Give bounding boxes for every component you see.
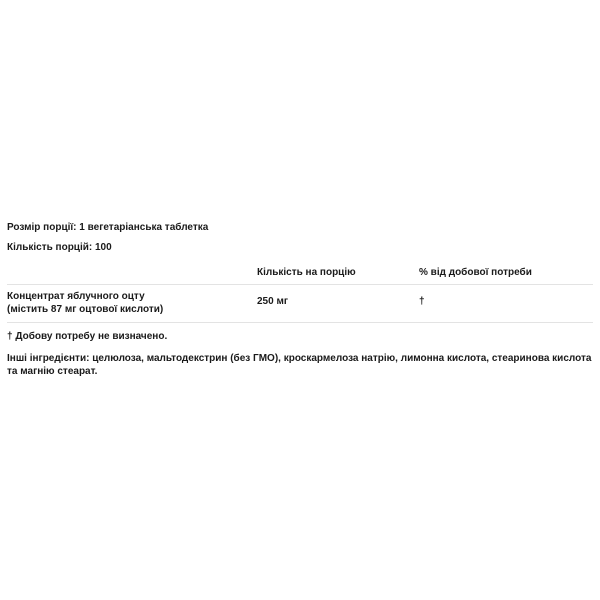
table-row <box>7 285 593 323</box>
nutrient-name-line1: Концентрат яблучного оцту <box>7 291 145 302</box>
header-amount: Кількість на порцію <box>257 267 356 278</box>
other-ingredients-text: целюлоза, мальтодекстрин (без ГМО), кроскармелоза натрію, лимонна кислота, стеаринова кислота та магнію стеарат. <box>7 353 592 377</box>
other-ingredients-label: Інші інгредієнти: <box>7 353 90 364</box>
header-nutrient <box>7 260 257 284</box>
supplement-facts-panel <box>7 218 593 378</box>
other-ingredients <box>7 352 593 378</box>
servings-per-container-line <box>7 238 593 258</box>
nutrient-name-line2: (містить 87 мг оцтової кислоти) <box>7 304 164 315</box>
serving-size-line <box>7 218 593 238</box>
table-header-row <box>7 260 593 285</box>
footnote: † Добову потребу не визначено. <box>7 331 168 342</box>
serving-size-label: Розмір порції: <box>7 222 77 233</box>
nutrient-amount: 250 мг <box>257 296 289 307</box>
servings-value: 100 <box>95 242 112 253</box>
nutrient-daily-value: † <box>419 296 425 307</box>
servings-label: Кількість порцій: <box>7 242 93 253</box>
nutrient-name <box>7 285 257 322</box>
header-daily-value: % від добової потреби <box>419 267 532 278</box>
nutrition-table <box>7 260 593 323</box>
serving-size-value: 1 вегетаріанська таблетка <box>79 222 209 233</box>
